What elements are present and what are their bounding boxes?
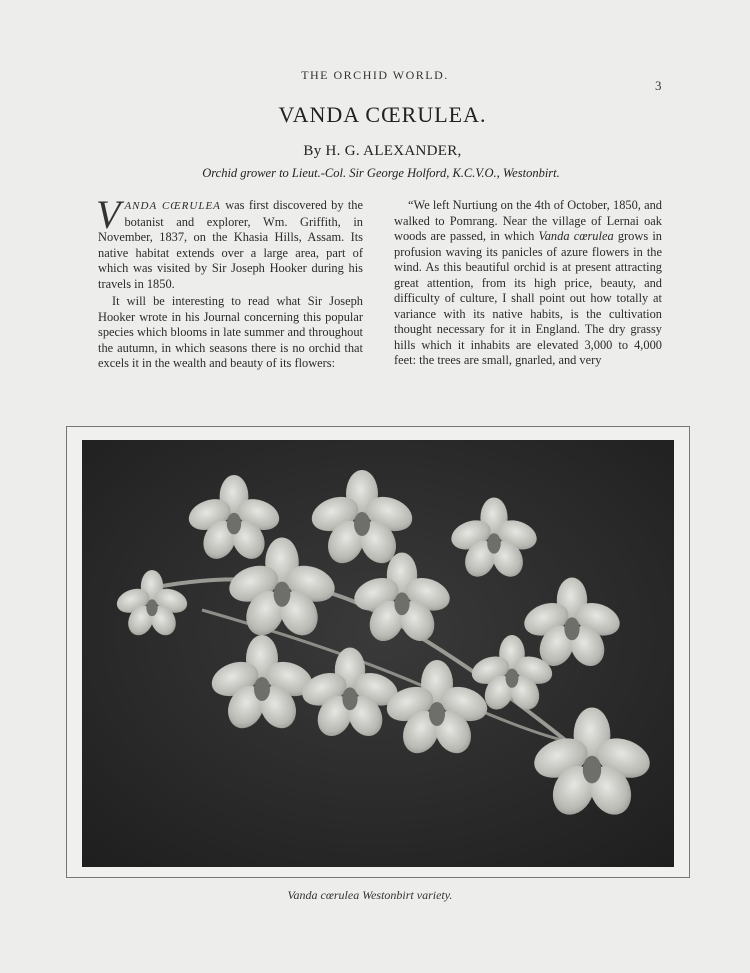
figure-caption: Vanda cœrulea Westonbirt variety. — [287, 888, 453, 902]
quote-text-a: “We left Nurtiung on the 4th of October, 1850, and walked to Pomrang. Near the village of Lernai oak woods are passed, in which — [394, 198, 662, 243]
byline: By H. G. ALEXANDER, — [303, 143, 462, 159]
quote-text-b: grows in profusion waving its panicles of azure flowers in the wind. As this beautiful orchid is at present attracting great attention, from its high price, beauty, and difficulty of culture, I shall point out how totally at variance with its native habits, is the cultivation thought necessary for it in England. The dry grassy hills which it inhabits are elevated 3,000 to 4,000 feet: the trees are small, gnarled, and very — [394, 229, 662, 367]
lead-caps: ANDA CŒRULEA — [124, 200, 221, 212]
running-head: THE ORCHID WORLD. — [301, 68, 449, 82]
orchid-photograph — [82, 440, 674, 867]
species-name: Vanda cœrulea — [538, 229, 614, 243]
author-affiliation: Orchid grower to Lieut.-Col. Sir George Holford, K.C.V.O., Westonbirt. — [202, 166, 560, 180]
paragraph-2: It will be interesting to read what Sir Joseph Hooker wrote in his Journal concerning this popular species which blooms in late summer and throughout the autumn, in which seasons there is no orchid that excels it in the wealth and beauty of its flowers: — [98, 294, 363, 370]
left-column — [96, 192, 363, 372]
hooker-quote — [394, 198, 662, 369]
paragraph-1-text: was first discovered by the botanist and explorer, Wm. Griffith, in November, 1837, on the Khasia Hills, Assam. Its native habitat extends over a large area, part of which was visited by Sir Joseph Hooker during his travels in 1850. — [98, 198, 363, 291]
drop-cap: V — [96, 192, 121, 237]
paragraph-1 — [96, 192, 363, 292]
page-number: 3 — [655, 78, 662, 93]
photo-frame — [66, 426, 690, 878]
right-column — [394, 198, 662, 369]
article-title: VANDA CŒRULEA. — [278, 102, 487, 127]
